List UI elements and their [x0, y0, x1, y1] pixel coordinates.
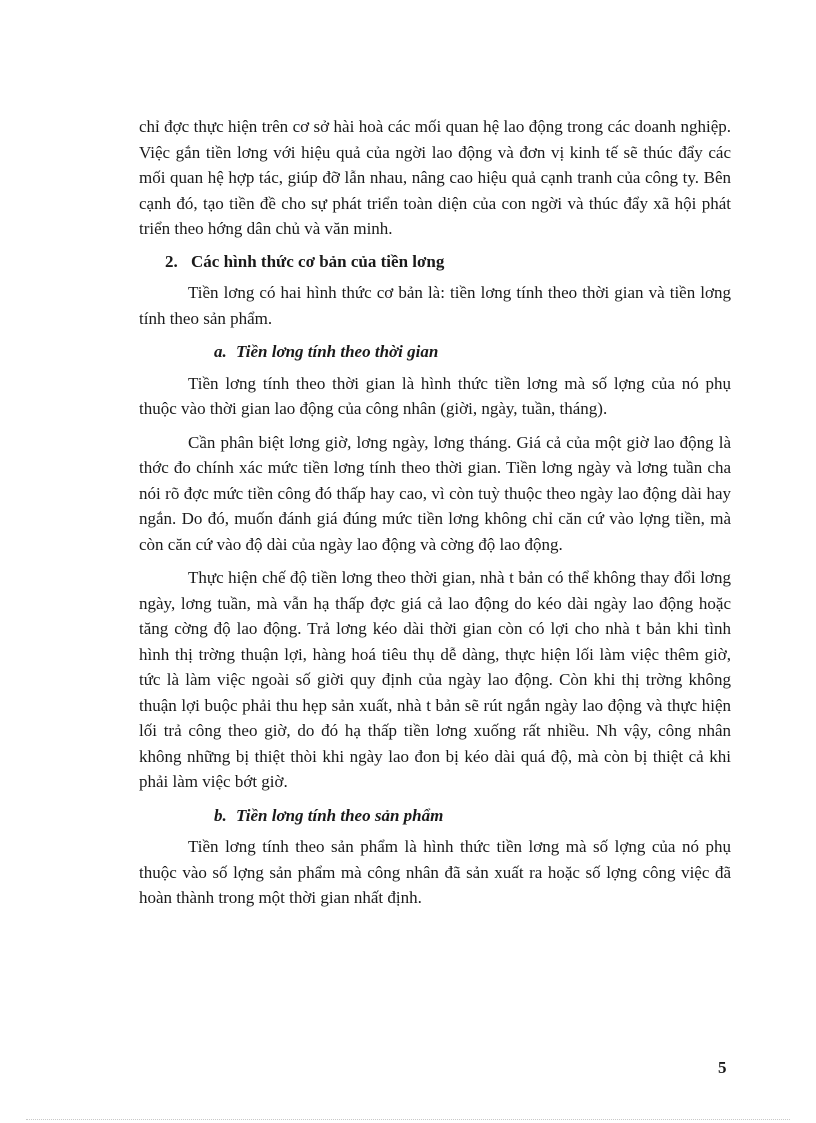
subsection-letter: b. [214, 805, 227, 825]
paragraph: Thực hiện chế độ tiền lơng theo thời gian, nhà t bản có thể không thay đổi lơng ngày, lơng tuần, mà vẫn hạ thấp đợc giá cả lao động do kéo dài ngày lao động hoặc tăng cờng độ lao động. Trả lơng kéo dài thời gian còn có lợi cho nhà t bản khi tình hình thị trờng thuận lợi, hàng hoá tiêu thụ dễ dàng, thực hiện lối làm việc thêm giờ, tức là làm việc ngoài số giời quy định của ngày lao động. Còn khi thị trờng không thuận lợi buộc phải thu hẹp sản xuất, nhà t bản sẽ rút ngắn ngày lao động và thực hiện lối trả công theo giờ, do đó hạ thấp tiền lơng xuống rất nhiều. Nh vậy, công nhân không những bị thiệt thòi khi ngày lao đon bị kéo dài quá độ, mà còn bị thiệt cả khi phải làm việc bớt giờ. [139, 568, 731, 791]
section-heading-2 [139, 249, 731, 275]
subsection-heading-b [139, 803, 731, 829]
subsection-letter: a. [214, 342, 227, 361]
section-number: 2. [165, 251, 178, 271]
section-title: Các hình thức cơ bản của tiền lơng [191, 251, 445, 271]
paragraph: Tiền lơng tính theo sản phẩm là hình thức tiền lơng mà số lợng của nó phụ thuộc vào số lợng sản phẩm mà công nhân đã sản xuất ra hoặc số lợng công việc đã hoàn thành trong một thời gian nhất định. [139, 837, 731, 907]
subsection-title: Tiền lơng tính theo sản phẩm [236, 805, 444, 825]
paragraph-continuation: chỉ đợc thực hiện trên cơ sở hài hoà các mối quan hệ lao động trong các doanh nghiệp. Việc gắn tiền lơng với hiệu quả của ngời lao động và đơn vị kinh tế sẽ thúc đẩy các mối quan hệ hợp tác, giúp đỡ lẫn nhau, nâng cao hiệu quả cạnh tranh của công ty. Bên cạnh đó, tạo tiền đề cho sự phát triển toàn diện của con ngời và thúc đẩy xã hội phát triển theo hớng dân chủ và văn minh. [139, 117, 731, 238]
paragraph: Tiền lơng tính theo thời gian là hình thức tiền lơng mà số lợng của nó phụ thuộc vào thời gian lao động của công nhân (giời, ngày, tuần, tháng). [139, 373, 731, 418]
paragraph: Tiền lơng có hai hình thức cơ bản là: tiền lơng tính theo thời gian và tiền lơng tính theo sản phẩm. [139, 283, 731, 328]
footer-divider [26, 1119, 790, 1120]
page-number: 5 [718, 1058, 727, 1077]
paragraph: Cần phân biệt lơng giờ, lơng ngày, lơng tháng. Giá cả của một giờ lao động là thớc đo chính xác mức tiền lơng tính theo thời gian. Tiền lơng ngày và lơng tuần cha nói rõ đợc mức tiền công đó thấp hay cao, vì còn tuỳ thuộc theo ngày lao động dài hay ngắn. Do đó, muốn đánh giá đúng mức tiền lơng không chỉ căn cứ vào lợng tiền, mà còn căn cứ vào độ dài của ngày lao động và cờng độ lao động. [139, 432, 731, 554]
body-text [139, 114, 731, 919]
subsection-heading-a [139, 339, 731, 365]
subsection-title: Tiền lơng tính theo thời gian [236, 342, 439, 361]
